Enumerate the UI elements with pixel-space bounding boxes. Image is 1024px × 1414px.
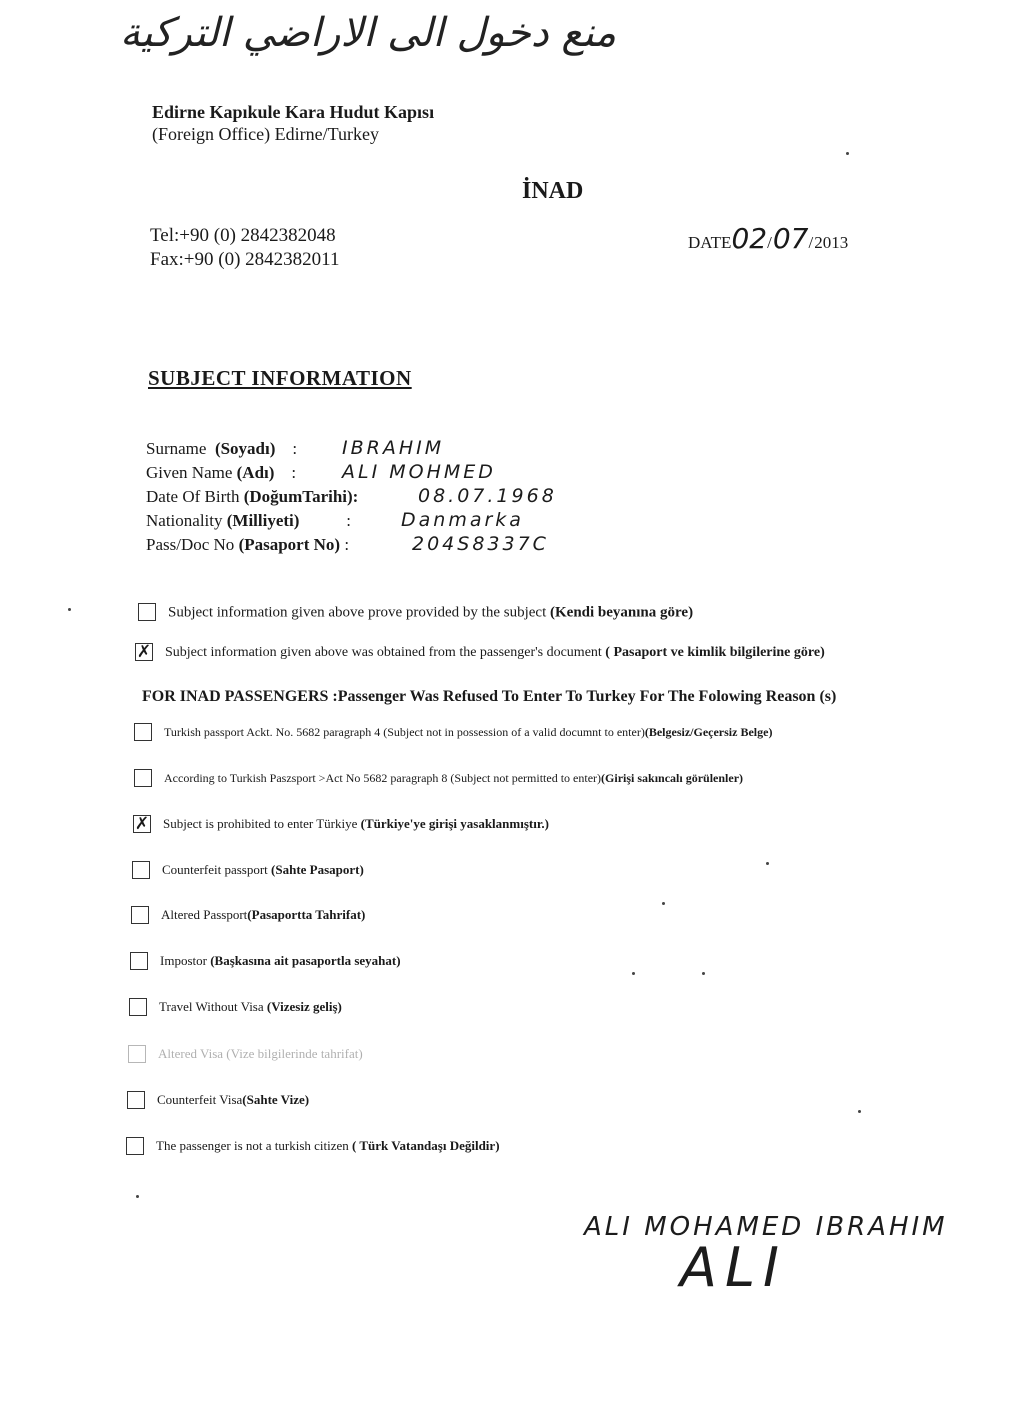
fax-number: Fax:+90 (0) 2842382011: [150, 249, 340, 270]
checkbox-checked[interactable]: ✗: [136, 642, 152, 662]
reason-travel-without-visa[interactable]: Travel Without Visa (Vizesiz geliş): [129, 999, 342, 1023]
date-month: 07: [772, 222, 809, 255]
option-self-declared[interactable]: Subject information given above prove provided by the subject (Kendi beyanına göre): [138, 604, 693, 628]
scan-speck: [662, 902, 665, 905]
handwritten-arabic-note: منع دخول الى الاراضي التركية: [120, 10, 617, 56]
passport-number-row: Pass/Doc No (Pasaport No) : 204S8337C: [146, 533, 549, 555]
checkbox[interactable]: [132, 861, 150, 879]
date-of-birth-row: Date Of Birth (DoğumTarihi): 08.07.1968: [146, 485, 557, 507]
reason-counterfeit-visa[interactable]: Counterfeit Visa(Sahte Vize): [127, 1092, 309, 1116]
checkbox[interactable]: [126, 1137, 144, 1155]
scan-speck: [68, 608, 71, 611]
signature-mark: ALI: [680, 1236, 787, 1299]
reason-impostor[interactable]: Impostor (Başkasına ait pasaportla seyahat): [130, 953, 401, 977]
reason-invalid-document[interactable]: Turkish passport Ackt. No. 5682 paragraph 4 (Subject not in possession of a valid documnt to enter)(Belgesiz/Geçersiz Belge): [134, 724, 772, 748]
reason-not-permitted[interactable]: According to Turkish Paszsport >Act No 5682 paragraph 8 (Subject not permitted to enter)(Girişi sakıncalı görülenler): [134, 770, 743, 794]
given-name-value: ALI MOHMED: [342, 461, 496, 483]
phone-number: Tel:+90 (0) 2842382048: [150, 225, 336, 246]
date-of-birth-value: 08.07.1968: [418, 485, 557, 507]
form-title: İNAD: [522, 178, 584, 204]
reason-heading: FOR INAD PASSENGERS :Passenger Was Refused To Enter To Turkey For The Folowing Reason (s): [142, 688, 837, 705]
scan-speck: [702, 972, 705, 975]
date-day: 02: [731, 222, 768, 255]
checkbox[interactable]: [134, 723, 152, 741]
office-location: (Foreign Office) Edirne/Turkey: [152, 124, 379, 144]
scan-speck: [858, 1110, 861, 1113]
checkbox[interactable]: [129, 998, 147, 1016]
surname-row: Surname (Soyadı) : IBRAHIM: [146, 437, 445, 459]
checkbox[interactable]: [128, 1045, 146, 1063]
checkbox[interactable]: [138, 603, 156, 621]
scan-speck: [632, 972, 635, 975]
date-label: DATE: [688, 233, 732, 252]
reason-counterfeit-passport[interactable]: Counterfeit passport (Sahte Pasaport): [132, 862, 364, 886]
reason-altered-passport[interactable]: Altered Passport(Pasaportta Tahrifat): [131, 907, 365, 931]
signature-name: ALI MOHAMED IBRAHIM: [584, 1212, 948, 1242]
checkbox-checked[interactable]: ✗: [134, 814, 150, 835]
checkbox[interactable]: [130, 952, 148, 970]
office-name: Edirne Kapıkule Kara Hudut Kapısı: [152, 102, 435, 122]
nationality-row: Nationality (Milliyeti) : Danmarka: [146, 509, 524, 531]
subject-information-heading: SUBJECT INFORMATION: [148, 366, 412, 390]
surname-value: IBRAHIM: [342, 437, 445, 459]
reason-not-turkish-citizen[interactable]: The passenger is not a turkish citizen ( Türk Vatandaşı Değildir): [126, 1138, 500, 1162]
option-from-document[interactable]: ✗ Subject information given above was obtained from the passenger's document ( Pasaport ve kimlik bilgilerine göre): [136, 642, 825, 662]
passport-number-value: 204S8337C: [412, 533, 549, 555]
nationality-value: Danmarka: [401, 509, 524, 531]
date-field: DATE02/07/2013: [688, 222, 849, 255]
checkbox[interactable]: [134, 769, 152, 787]
given-name-row: Given Name (Adı) : ALI MOHMED: [146, 461, 496, 483]
date-year: 2013: [814, 233, 849, 252]
checkbox[interactable]: [131, 906, 149, 924]
scan-speck: [766, 862, 769, 865]
reason-prohibited[interactable]: ✗ Subject is prohibited to enter Türkiye (Türkiye'ye girişi yasaklanmıştır.): [134, 814, 549, 835]
scan-speck: [136, 1195, 139, 1198]
reason-altered-visa[interactable]: Altered Visa (Vize bilgilerinde tahrifat): [128, 1046, 363, 1070]
checkbox[interactable]: [127, 1091, 145, 1109]
scan-speck: [846, 152, 849, 155]
